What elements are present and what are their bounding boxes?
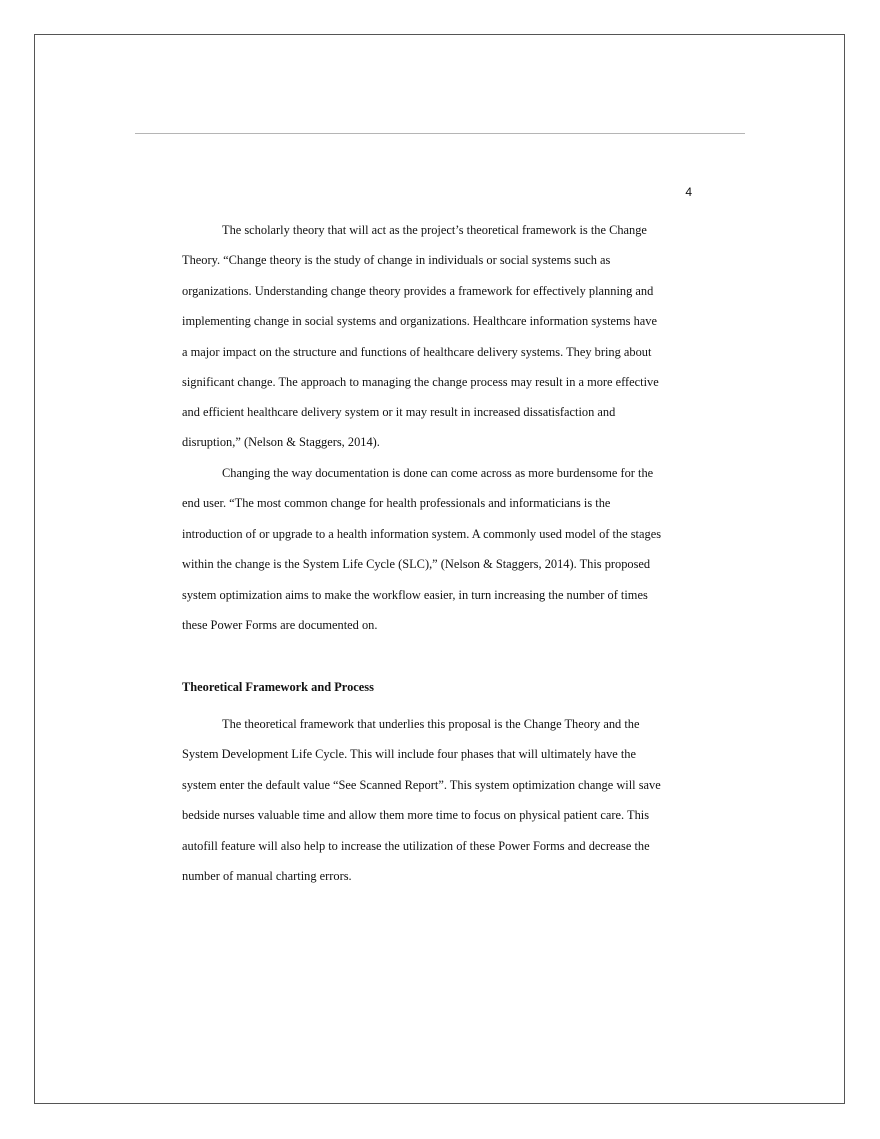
paragraph2-line: these Power Forms are documented on. [182,618,378,632]
paragraph1-line: significant change. The approach to managing the change process may result in a more effective [182,375,659,389]
paragraph3-line: The theoretical framework that underlies this proposal is the Change Theory and the [222,717,640,731]
page-number: 4 [685,185,692,199]
paragraph2-line: within the change is the System Life Cycle (SLC),” (Nelson & Staggers, 2014). This proposed [182,557,651,571]
paragraph1-line: a major impact on the structure and functions of healthcare delivery systems. They bring about [182,345,652,359]
paragraph1-line: implementing change in social systems and organizations. Healthcare information systems have [182,314,657,328]
paragraph1-line: The scholarly theory that will act as the project’s theoretical framework is the Change [222,223,647,237]
header-rule [135,133,745,134]
paragraph2-line: end user. “The most common change for health professionals and informaticians is the [182,496,611,510]
paragraph1-line: and efficient healthcare delivery system or it may result in increased dissatisfaction and [182,405,616,419]
paragraph3-line: autofill feature will also help to increase the utilization of these Power Forms and decrease the [182,839,650,853]
paragraph3-line: system enter the default value “See Scanned Report”. This system optimization change will save [182,778,661,792]
paragraph3-line: System Development Life Cycle. This will include four phases that will ultimately have the [182,747,636,761]
paragraph1-line: Theory. “Change theory is the study of change in individuals or social systems such as [182,253,611,267]
paragraph3-line: number of manual charting errors. [182,869,352,883]
paragraph1-line: organizations. Understanding change theory provides a framework for effectively planning and [182,284,654,298]
section-heading: Theoretical Framework and Process [182,680,374,694]
paragraph1-line: disruption,” (Nelson & Staggers, 2014). [182,435,380,449]
paragraph3-line: bedside nurses valuable time and allow them more time to focus on physical patient care. This [182,808,650,822]
paragraph2-line: introduction of or upgrade to a health information system. A commonly used model of the stages [182,527,662,541]
paragraph2-line: Changing the way documentation is done can come across as more burdensome for the [222,466,654,480]
paragraph2-line: system optimization aims to make the workflow easier, in turn increasing the number of times [182,588,648,602]
